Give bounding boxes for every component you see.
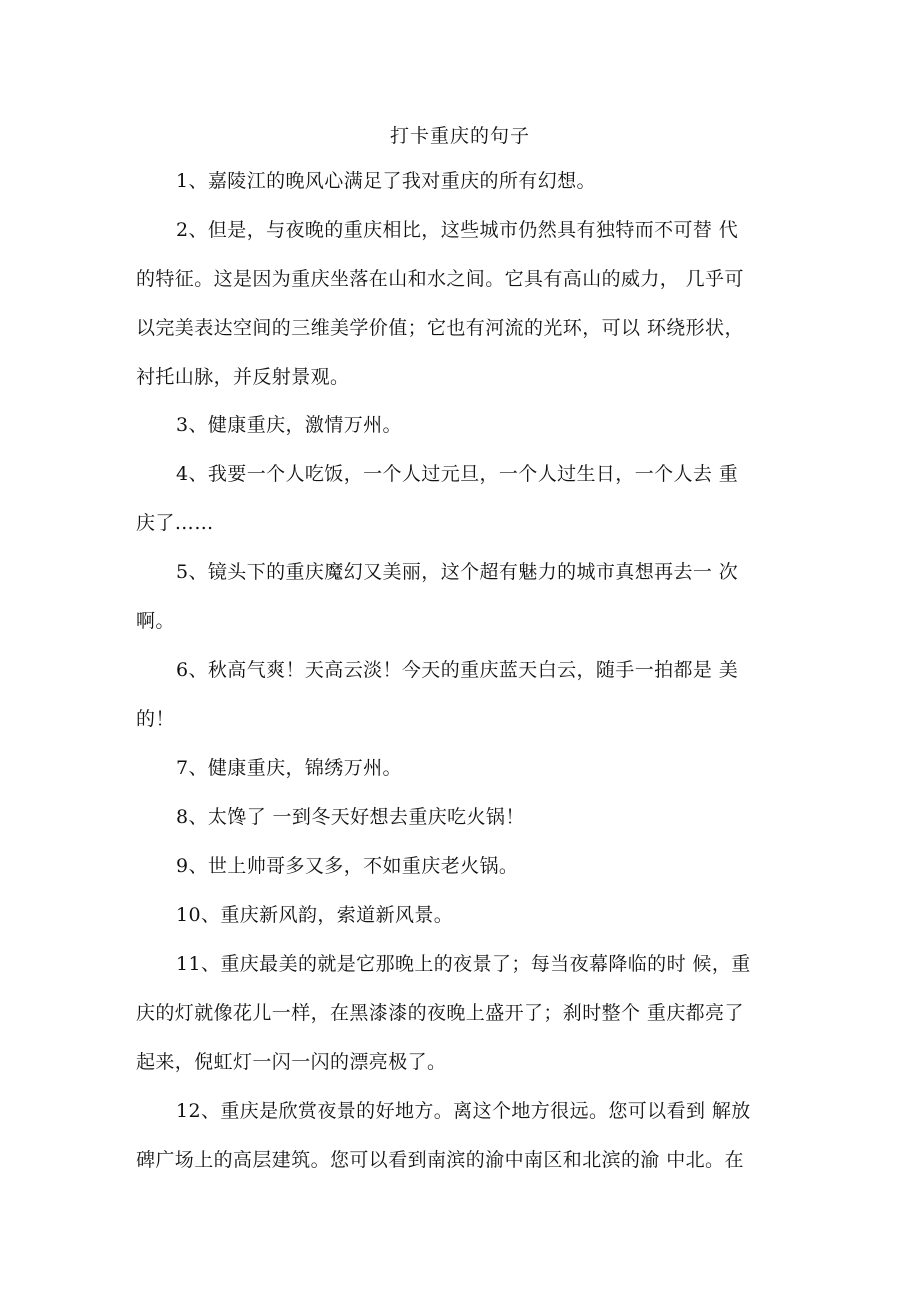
paragraph-line: 5、镜头下的重庆魔幻又美丽，这个超有魅力的城市真想再去一 次 — [176, 561, 739, 583]
paragraph-7 — [136, 744, 776, 793]
paragraph-line: 10、重庆新风韵，索道新风景。 — [176, 904, 454, 926]
paragraph-line: 碑广场上的高层建筑。您可以看到南滨的渝中南区和北滨的渝 中北。在 — [136, 1149, 744, 1171]
paragraph-3 — [136, 401, 776, 450]
paragraph-1 — [136, 157, 776, 206]
paragraph-line: 2、但是，与夜晚的重庆相比，这些城市仍然具有独特而不可替 代 — [176, 219, 739, 241]
paragraph-line: 8、太馋了 一到冬天好想去重庆吃火锅！ — [176, 806, 525, 828]
paragraph-line: 1、嘉陵江的晚风心满足了我对重庆的所有幻想。 — [176, 170, 596, 192]
paragraph-line: 庆的灯就像花儿一样，在黑漆漆的夜晚上盛开了；刹时整个 重庆都亮了 — [136, 1002, 744, 1024]
paragraph-line: 啊。 — [136, 610, 175, 632]
paragraph-line: 6、秋高气爽！天高云淡！今天的重庆蓝天白云，随手一拍都是 美 — [176, 659, 739, 681]
paragraph-12 — [136, 1087, 776, 1185]
paragraph-5 — [136, 548, 776, 646]
paragraph-10 — [136, 891, 776, 940]
paragraph-line: 庆了…… — [136, 512, 214, 534]
document-title: 打卡重庆的句子 — [389, 125, 530, 147]
paragraph-9 — [136, 842, 776, 891]
paragraph-line: 的！ — [136, 708, 175, 730]
paragraph-line: 3、健康重庆，激情万州。 — [176, 414, 402, 436]
paragraph-4 — [136, 450, 776, 548]
paragraph-line: 9、世上帅哥多又多，不如重庆老火锅。 — [176, 855, 519, 877]
paragraph-line: 4、我要一个人吃饭，一个人过元旦，一个人过生日，一个人去 重 — [176, 463, 739, 485]
paragraph-line: 以完美表达空间的三维美学价值；它也有河流的光环，可以 环绕形状， — [136, 317, 744, 339]
paragraph-line: 起来，倪虹灯一闪一闪的漂亮极了。 — [136, 1051, 447, 1073]
paragraph-8 — [136, 793, 776, 842]
paragraph-2 — [136, 206, 776, 402]
paragraph-line: 7、健康重庆，锦绣万州。 — [176, 757, 402, 779]
paragraph-11 — [136, 940, 776, 1087]
paragraph-line: 的特征。这是因为重庆坐落在山和水之间。它具有高山的威力， 几乎可 — [136, 268, 744, 290]
paragraph-6 — [136, 646, 776, 744]
paragraph-line: 11、重庆最美的就是它那晚上的夜景了；每当夜幕降临的时 候，重 — [176, 953, 751, 975]
paragraph-line: 12、重庆是欣赏夜景的好地方。离这个地方很远。您可以看到 解放 — [176, 1100, 751, 1122]
paragraph-line: 衬托山脉，并反射景观。 — [136, 366, 350, 388]
